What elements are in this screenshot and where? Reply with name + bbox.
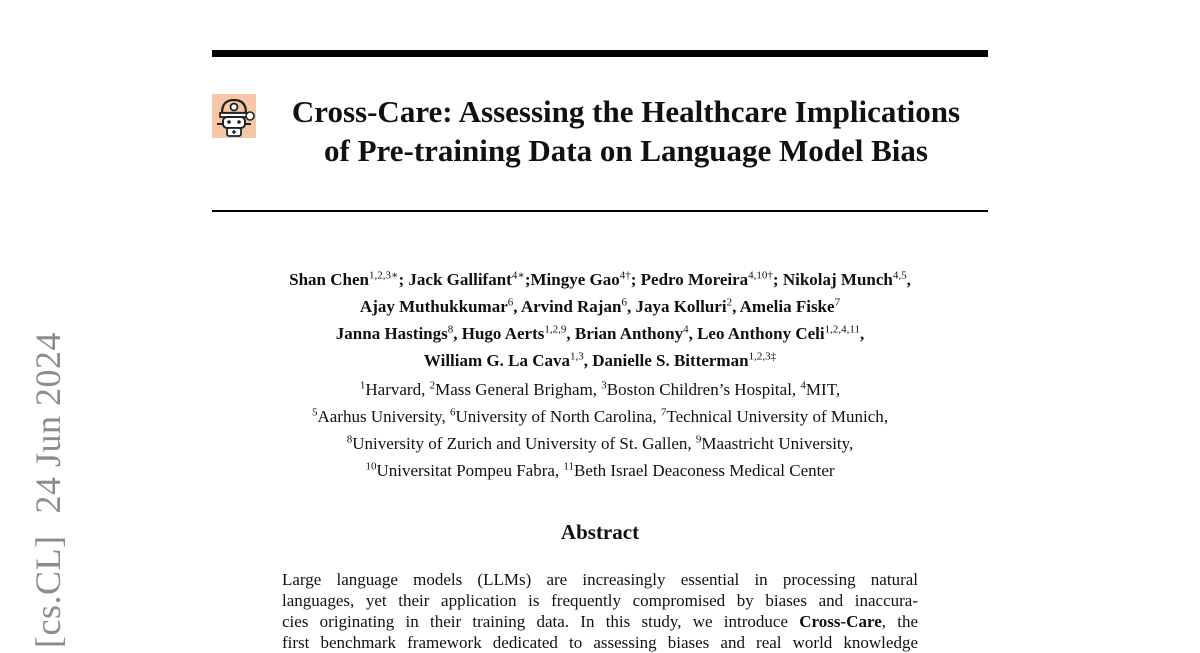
affiliation: $^9$Maastricht University,: [695, 433, 854, 453]
author: Janna Hastings$^8$,: [335, 323, 458, 343]
arxiv-stamp: [30, 332, 66, 648]
author: Jack Gallifant$^{4∗}$;: [408, 269, 531, 289]
abstract-line: cies originating in their training data. In this study, we introduce Cross-Care, the: [282, 612, 918, 631]
author: William G. La Cava$^{1,3}$,: [423, 350, 589, 371]
arxiv-category: [cs.CL]: [28, 535, 68, 648]
author: Brian Anthony$^4$,: [574, 323, 693, 343]
benchmark-name: Cross-Care: [799, 612, 882, 631]
abstract-line: Large language models (LLMs) are increasingly essential in processing natural: [282, 570, 918, 589]
affiliation: $^5$Aarhus University,: [311, 406, 446, 426]
author: Pedro Moreira$^{4,10\dagger}$;: [640, 269, 779, 289]
author: Leo Anthony Celi$^{1,2,4,11}$,: [697, 323, 865, 343]
author: Amelia Fiske$^7$: [739, 296, 841, 316]
affiliation: $^{10}$Universitat Pompeu Fabra,: [365, 460, 560, 481]
author: Danielle S. Bitterman$^{1,2,3\ddagger}$: [592, 350, 777, 371]
affiliation: $^1$Harvard,: [359, 379, 426, 399]
author: Mingye Gao$^{4\dagger}$;: [530, 269, 637, 289]
affiliation: $^4$MIT,: [800, 379, 841, 399]
abstract-line: first benchmark framework dedicated to assessing biases and real world knowledge: [282, 633, 918, 652]
paper-title: [212, 92, 988, 170]
affiliation: $^7$Technical University of Munich,: [660, 406, 889, 426]
author: Shan Chen$^{1,2,3∗}$;: [289, 269, 405, 289]
author: Nikolaj Munch$^{4,5}$,: [782, 269, 911, 289]
affiliation: $^6$University of North Carolina,: [449, 406, 657, 426]
abstract-body: [282, 569, 918, 653]
affiliation: $^8$University of Zurich and University of St. Gallen,: [346, 433, 692, 453]
abstract-line: languages, yet their application is frequently compromised by biases and inaccura-: [282, 591, 918, 610]
title-line-1: Cross-Care: Assessing the Healthcare Implications: [291, 94, 961, 129]
author-list: [212, 264, 988, 373]
affiliation-list: [212, 374, 988, 483]
affiliation: $^3$Boston Children’s Hospital,: [601, 379, 797, 399]
author: Arvind Rajan$^6$,: [520, 296, 632, 316]
affiliation: $^{11}$Beth Israel Deaconess Medical Center: [563, 460, 835, 481]
arxiv-date: 24 Jun 2024: [28, 332, 68, 514]
author: Hugo Aerts$^{1,2,9}$,: [461, 323, 571, 343]
title-block: [212, 92, 988, 170]
author: Jaya Kolluri$^2$,: [635, 296, 737, 316]
affiliation: $^2$Mass General Brigham,: [429, 379, 598, 399]
title-bottom-rule: [212, 210, 988, 212]
author: Ajay Muthukkumar$^6$,: [359, 296, 518, 316]
abstract-heading: Abstract: [560, 520, 640, 544]
title-top-rule: [212, 50, 988, 57]
doctor-robot-logo-icon: [212, 94, 256, 138]
title-line-2: of Pre-training Data on Language Model Bias: [324, 133, 928, 168]
